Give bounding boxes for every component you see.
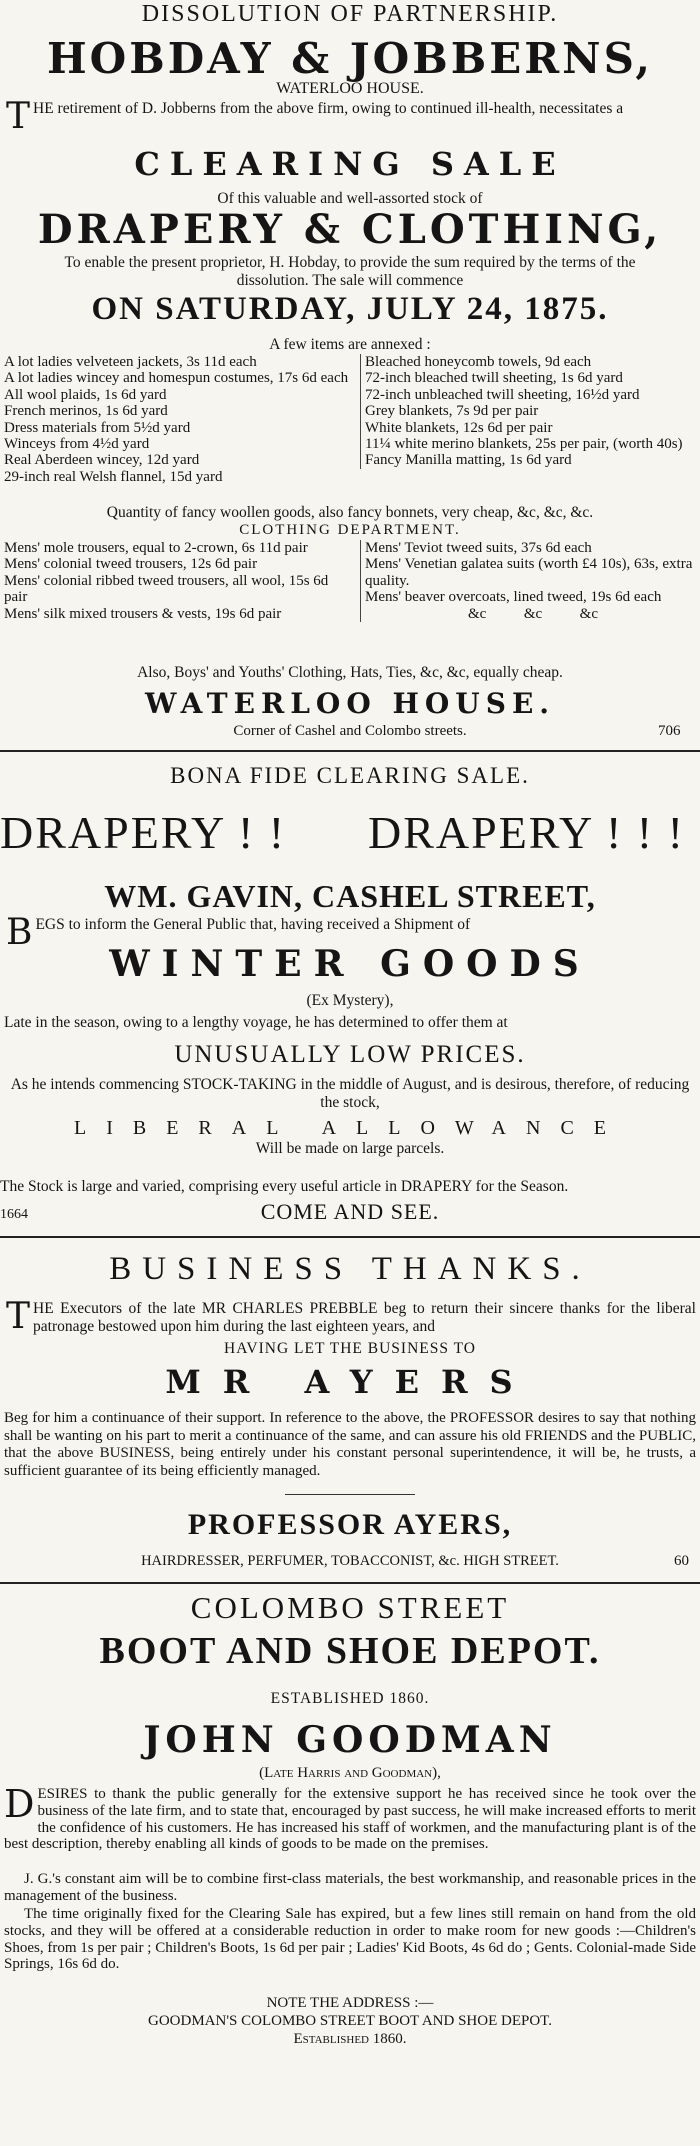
ad4-text2: J. G.'s constant aim will be to combine first-class materials, the best workmanship, and reasonable prices in the management of the business.	[4, 1871, 696, 1904]
ad2-begs-text: EGS to inform the General Public that, having received a Shipment of	[35, 916, 471, 933]
ad1-woollen: Quantity of fancy woollen goods, also fancy bonnets, very cheap, &c, &c, &c.	[106, 504, 594, 521]
ad1-house: WATERLOO HOUSE.	[276, 80, 424, 97]
divider	[0, 1582, 700, 1584]
ad3-text1	[6, 1296, 696, 1337]
ad1-corner: Corner of Cashel and Colombo streets.	[233, 723, 467, 739]
ad4-text3: The time originally fixed for the Clearing Sale has expired, but a few lines still remain on hand from the old stocks, and they will be offered at a considerable reduction in order to make room for new goods :—Children's Shoes, from 1s per pair ; Children's Boots, 1s 6d per pair ; Ladies' Kid Boots, 4s 6d do ; Gents. Colonial-made Side Springs, 16s 6d do.	[4, 1906, 696, 1973]
list-item: Mens' mole trousers, equal to 2-crown, 6s 11d pair	[4, 540, 308, 556]
ad4-late: (Late Harris and Goodman),	[259, 1765, 441, 1781]
ad1-intro-text: HE retirement of D. Jobberns from the above firm, owing to continued ill-health, necessitates a	[33, 100, 624, 117]
short-divider	[285, 1494, 415, 1495]
ad1-left-clothing	[4, 540, 354, 622]
list-item: 11¼ white merino blankets, 25s per pair, (worth 40s)	[365, 436, 683, 453]
list-item: Mens' beaver overcoats, lined tweed, 19s 6d each	[365, 589, 662, 606]
ad4-dropcap: D	[4, 1782, 35, 1826]
ad4-depot: BOOT AND SHOE DEPOT.	[99, 1630, 601, 1672]
ad2-come: COME AND SEE.	[260, 1199, 440, 1224]
ad1-footer-house: WATERLOO HOUSE.	[144, 687, 556, 720]
ad1-items-columns	[4, 354, 696, 502]
ad1-clothing-dept: CLOTHING DEPARTMENT.	[239, 522, 461, 538]
ad4-street: COLOMBO STREET	[190, 1590, 510, 1625]
ad1-intro	[6, 96, 696, 137]
divider	[0, 750, 700, 752]
ad1-right-clothing	[360, 540, 700, 622]
ad4-established2: Established 1860.	[293, 2031, 407, 2047]
ad4-note: NOTE THE ADDRESS :—	[266, 1995, 434, 2011]
list-item: Grey blankets, 7s 9d per pair	[365, 403, 539, 420]
ad3-professor: PROFESSOR AYERS,	[187, 1508, 513, 1541]
list-item: &c &c &c	[468, 605, 598, 622]
ad3-trades: HAIRDRESSER, PERFUMER, TOBACCONIST, &c. HIGH STREET.	[141, 1553, 559, 1569]
ad2-stocktaking: As he intends commencing STOCK-TAKING in the middle of August, and is desirous, therefore, of reducing the stock,	[10, 1076, 690, 1111]
list-item: All wool plaids, 1s 6d yard	[4, 386, 167, 403]
ad2-large: The Stock is large and varied, comprising every useful article in DRAPERY for the Season.	[0, 1178, 569, 1195]
ad3-number: 60	[674, 1553, 689, 1569]
list-item: Mens' Teviot tweed suits, 37s 6d each	[365, 540, 592, 556]
list-item: Bleached honeycomb towels, 9d each	[365, 354, 592, 370]
ad1-firm: HOBDAY & JOBBERNS,	[46, 34, 654, 83]
ad1-clothing-columns	[4, 540, 696, 660]
list-item: 72-inch unbleached twill sheeting, 16½d yard	[365, 386, 640, 403]
ad4-established: ESTABLISHED 1860.	[270, 1690, 430, 1707]
ad2-drapery-left: DRAPERY ! !	[0, 807, 287, 858]
ad1-items-intro: A few items are annexed :	[269, 336, 431, 353]
list-item: Real Aberdeen wincey, 12d yard	[4, 452, 200, 469]
ad2-drapery-right: DRAPERY ! ! !	[368, 807, 685, 858]
ad3-text1-body: HE Executors of the late MR CHARLES PREBBLE beg to return their sincere thanks for the liberal patronage bestowed upon him during the last eighteen years, and	[33, 1300, 696, 1335]
ad3-heading: BUSINESS THANKS.	[109, 1251, 591, 1287]
ad2-unusually: UNUSUALLY LOW PRICES.	[174, 1041, 526, 1068]
list-item: A lot ladies wincey and homespun costumes, 17s 6d each	[4, 370, 349, 387]
list-item: Winceys from 4½d yard	[4, 436, 150, 453]
ad4-text1-body: ESIRES to thank the public generally for the extensive support he has received since he took over the business of the late firm, and to state that, encouraged by past success, he will make increased efforts to merit the confidence of his customers. He has increased his staff of workmen, and the manufacturing plant is of the best description, thereby enabling all kinds of goods to be made on the premises.	[4, 1786, 696, 1853]
ad1-heading: DISSOLUTION OF PARTNERSHIP.	[141, 1, 559, 27]
ad4-address: GOODMAN'S COLOMBO STREET BOOT AND SHOE DEPOT.	[148, 2013, 552, 2029]
list-item: Mens' silk mixed trousers & vests, 19s 6d pair	[4, 605, 282, 622]
divider	[0, 1236, 700, 1238]
ad1-clearing: CLEARING SALE	[134, 145, 566, 183]
ad1-intro-dropcap: T	[6, 96, 31, 137]
list-item: Mens' Venetian galatea suits (worth £4 10s), 63s, extra quality.	[365, 556, 693, 589]
ad2-name: WM. GAVIN, CASHEL STREET,	[104, 878, 596, 914]
ad2-late: Late in the season, owing to a lengthy voyage, he has determined to offer them at	[4, 1014, 508, 1031]
ad1-enable: To enable the present proprietor, H. Hobday, to provide the sum required by the terms of the dissolution. The sale will commence	[64, 254, 636, 289]
list-item: White blankets, 12s 6d per pair	[365, 419, 553, 436]
ad3-ayers: MR AYERS	[165, 1363, 535, 1401]
list-item: 29-inch real Welsh flannel, 15d yard	[4, 468, 223, 485]
ad2-winter: WINTER GOODS	[109, 943, 591, 985]
ad3-text2: Beg for him a continuance of their support. In reference to the above, the PROFESSOR desires to say that nothing shall be wanting on his part to merit a continuance of the same, and can assure his old FRIENDS and the PUBLIC, that the above BUSINESS, being entirely under his constant personal superintendence, it will be, he trusts, a sufficient guarantee of its being efficiently managed.	[4, 1410, 696, 1479]
ad4-text1	[4, 1782, 696, 1853]
ad2-number: 1664	[0, 1207, 28, 1222]
ad3-having: HAVING LET THE BUSINESS TO	[224, 1340, 476, 1357]
list-item: Fancy Manilla matting, 1s 6d yard	[365, 452, 572, 469]
ad1-boys: Also, Boys' and Youths' Clothing, Hats, Ties, &c, &c, equally cheap.	[137, 664, 563, 681]
ad1-number: 706	[658, 723, 681, 739]
list-item: French merinos, 1s 6d yard	[4, 403, 168, 420]
ad4-name: JOHN GOODMAN	[143, 1719, 557, 1761]
list-item: 72-inch bleached twill sheeting, 1s 6d yard	[365, 370, 623, 387]
ad1-right-items	[360, 354, 700, 469]
list-item: Dress materials from 5½d yard	[4, 419, 191, 436]
ad1-drapery: DRAPERY & CLOTHING,	[37, 206, 663, 253]
list-item: Mens' colonial tweed trousers, 12s 6d pair	[4, 556, 258, 573]
list-item: Mens' colonial ribbed tweed trousers, all wool, 15s 6d pair	[4, 572, 329, 606]
ad1-stock: Of this valuable and well-assorted stock of	[217, 190, 483, 207]
ad3-dropcap: T	[6, 1296, 31, 1337]
ad1-left-items	[4, 354, 354, 485]
ad2-heading: BONA FIDE CLEARING SALE.	[170, 763, 530, 788]
ad2-liberal: LIBERAL ALLOWANCE	[73, 1117, 626, 1139]
list-item: A lot ladies velveteen jackets, 3s 11d each	[4, 354, 257, 370]
ad2-parcels: Will be made on large parcels.	[255, 1140, 445, 1157]
ad2-ex: (Ex Mystery),	[306, 992, 394, 1009]
ad2-begs-dropcap: B	[6, 912, 33, 953]
ad1-date: ON SATURDAY, JULY 24, 1875.	[91, 291, 609, 327]
